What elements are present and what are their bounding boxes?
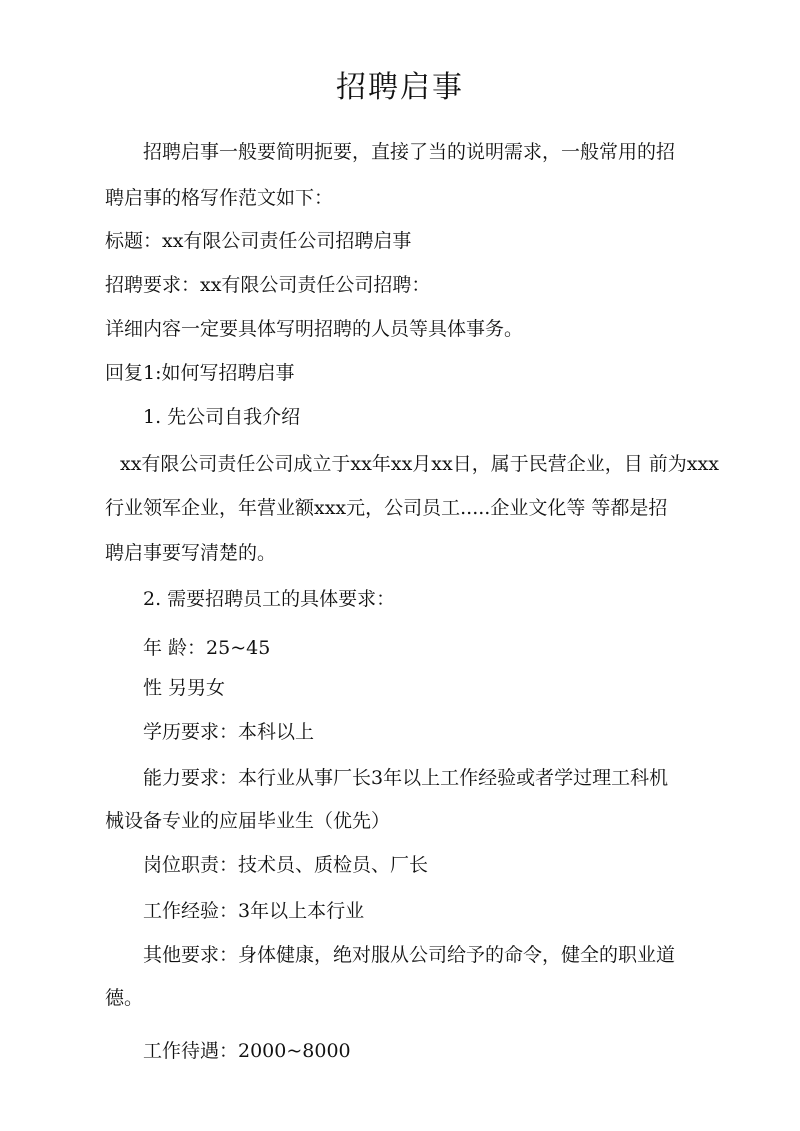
ability-line-2: 械设备专业的应届毕业生（优先） <box>105 810 391 832</box>
salary-line: 工作待遇：2000~8000 <box>143 1040 351 1062</box>
gender-line: 性 另男女 <box>143 677 226 699</box>
company-intro-line-1: xx有限公司责任公司成立于xx年xx月xx日，属于民营企业，目 前为xxx <box>120 453 719 475</box>
other-requirements-line-1: 其他要求：身体健康，绝对服从公司给予的命令，健全的职业道 <box>143 944 676 966</box>
age-line: 年 龄：25~45 <box>143 637 271 659</box>
other-requirements-line-2: 德。 <box>105 987 144 1009</box>
section-2-heading: 2. 需要招聘员工的具体要求： <box>143 588 396 610</box>
experience-line: 工作经验：3年以上本行业 <box>143 900 365 922</box>
document-title: 招聘启事 <box>336 70 464 105</box>
education-line: 学历要求：本科以上 <box>143 721 315 743</box>
duties-line: 岗位职责：技术员、质检员、厂长 <box>143 854 429 876</box>
paragraph-intro-line-1: 招聘启事一般要简明扼要，直接了当的说明需求，一般常用的招 <box>143 141 676 163</box>
title-example-line: 标题：xx有限公司责任公司招聘启事 <box>105 230 412 252</box>
company-intro-line-2: 行业领军企业，年营业额xxx元，公司员工.....企业文化等 等都是招 <box>105 497 668 519</box>
details-line: 详细内容一定要具体写明招聘的人员等具体事务。 <box>105 318 524 340</box>
requirements-example-line: 招聘要求：xx有限公司责任公司招聘： <box>105 274 431 296</box>
ability-line-1: 能力要求：本行业从事厂长3年以上工作经验或者学过理工科机 <box>143 767 669 789</box>
reply-heading: 回复1:如何写招聘启事 <box>105 362 295 384</box>
paragraph-intro-line-2: 聘启事的格写作范文如下： <box>105 187 334 209</box>
section-1-heading: 1. 先公司自我介绍 <box>143 406 301 428</box>
company-intro-line-3: 聘启事要写清楚的。 <box>105 542 277 564</box>
